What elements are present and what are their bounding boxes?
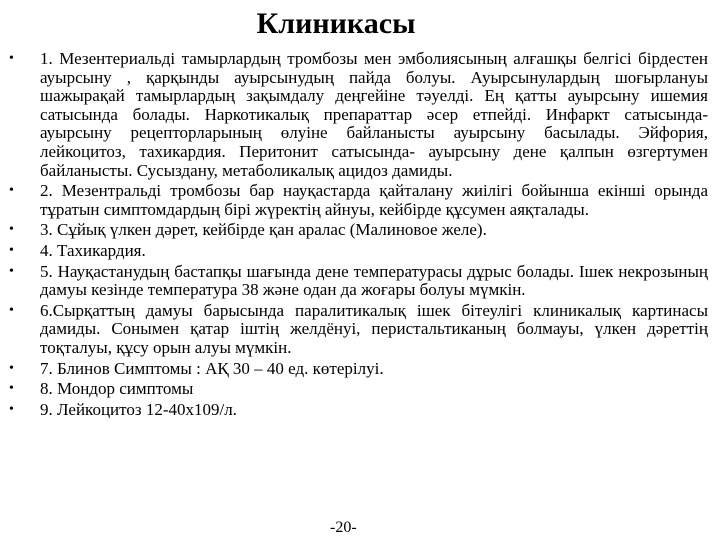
list-item-3 xyxy=(0,221,720,240)
page-number: -20- xyxy=(330,519,357,536)
list-item-4 xyxy=(0,242,720,261)
list-item-6 xyxy=(0,302,720,358)
list-item-text: 7. Блинов Симптомы : АҚ 30 – 40 ед. көтерілуі. xyxy=(40,358,384,378)
list-item-5 xyxy=(0,263,720,300)
list-item-text: 1. Мезентериальді тамырлардың тромбозы мен эмболиясының алғашқы белгісі бірдестен ауырсыну , қарқынды ауырсынудың пайда болуы. Ауырсынулардың шоғырлануы шажырақай тамырлардың зақымдалу деңгейіне тәуелді. Ең қатты ауырсыну ишемия сатысында болады. Наркотикалық препараттар әсер етпейді. Инфаркт сатысында- ауырсыну рецепторларының өлуіне байланысты ауырсыну басылады. Эйфория, лейкоцитоз, тахикардия. Перитонит сатысында- ауырсыну дене қалпын өзгертумен байланысты. Сусыздану, метаболикалық ацидоз дамиды. xyxy=(40,49,708,180)
bullet-icon: • xyxy=(9,263,14,279)
list-item-9 xyxy=(0,401,720,420)
list-item-text: 4. Тахикардия. xyxy=(40,240,146,260)
list-item-text: 5. Науқастанудың бастапқы шағында дене температурасы дұрыс болады. Ішек некрозының дамуы кезінде температура 38 және одан да жоғары болуы мүмкін. xyxy=(40,261,708,300)
bullet-icon: • xyxy=(9,360,14,376)
list-item-7 xyxy=(0,360,720,379)
list-item-text: 9. Лейкоцитоз 12-40х109/л. xyxy=(40,399,237,419)
list-item-2 xyxy=(0,182,720,219)
list-item-text: 2. Мезентральді тромбозы бар науқастарда қайталану жиілігі бойынша екінші орында тұратын симптомдардың бірі жүректің айнуы, кейбірде құсумен аяқталады. xyxy=(40,181,708,219)
bullet-icon: • xyxy=(9,401,14,417)
bullet-icon: • xyxy=(9,302,14,318)
list-item-8 xyxy=(0,380,720,399)
list-item-text: 8. Мондор симптомы xyxy=(40,379,194,399)
bullet-icon: • xyxy=(9,222,14,238)
bullet-icon: • xyxy=(9,183,14,199)
slide-title: Клиникасы xyxy=(256,7,416,40)
bullet-icon: • xyxy=(9,242,14,258)
list-item-text: 3. Сұйық үлкен дәрет, кейбірде қан аралас (Малиновое желе). xyxy=(40,220,487,240)
list-item-text: 6.Сырқаттың дамуы барысында паралитикалық ішек бітеулігі клиникалық картинасы дамиды. Сонымен қатар іштің желдёнуі, перистальтиканың болмауы, үлкен дәреттің тоқталуы, құсу орын алуы мүмкін. xyxy=(40,300,708,357)
bullet-icon: • xyxy=(9,381,14,397)
list-item-1 xyxy=(0,50,720,180)
symptom-list xyxy=(0,50,720,421)
bullet-icon: • xyxy=(9,51,14,66)
